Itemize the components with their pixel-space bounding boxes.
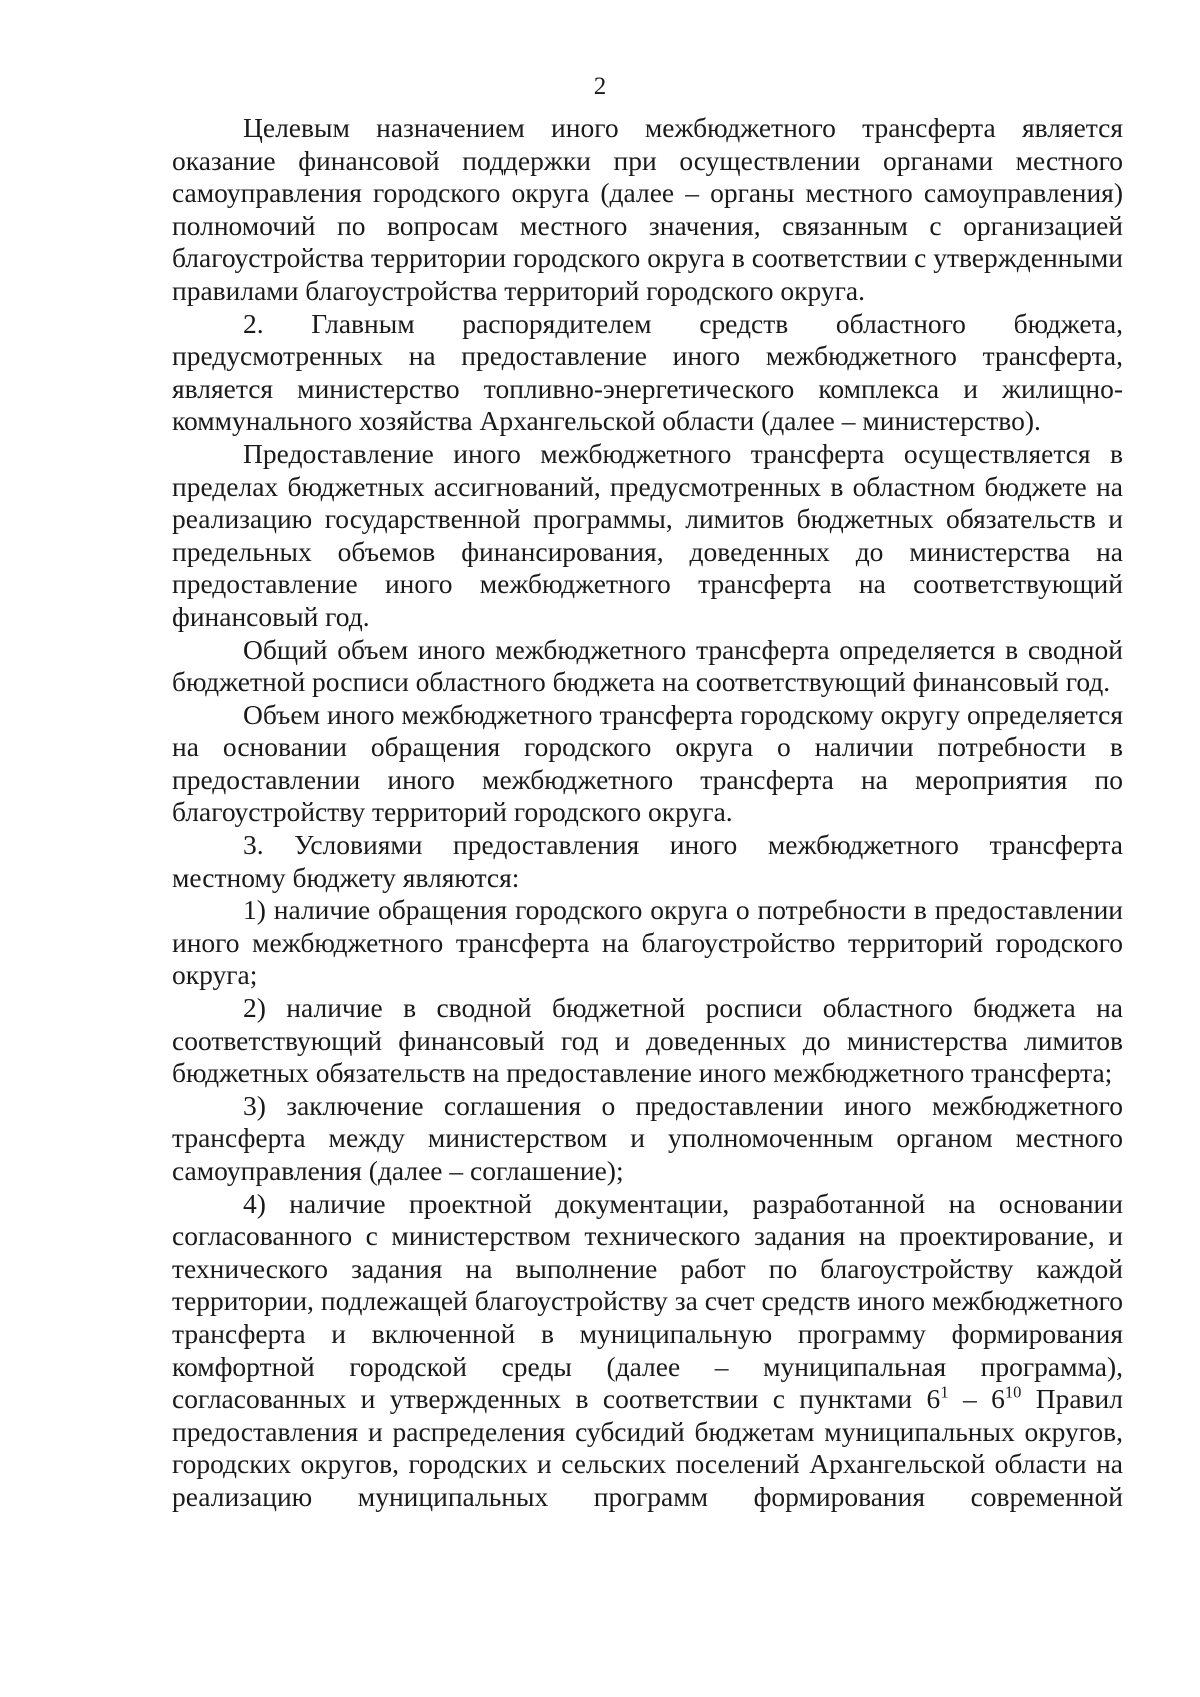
paragraph-purpose: Целевым назначением иного межбюджетного трансферта является оказание финансовой поддержки при осуществлении органами местного самоуправления городского округа (далее – органы местного самоуправления) полномочий по вопросам местного значения, связанным с организацией благоустройства территории городского округа в соответствии с утвержденными правилами благоустройства территорий городского округа. bbox=[172, 112, 1123, 306]
superscript-10: 10 bbox=[1004, 1382, 1022, 1402]
condition-item-4 bbox=[172, 1188, 1123, 1514]
condition-item-4-text-c: Правил предоставления и распределения субсидий бюджетам муниципальных округов, городских округов, городских и сельских поселений Архангельской области на реализацию муниципальных программ формирования современной bbox=[172, 1383, 1123, 1512]
condition-item-4-text-a: 4) наличие проектной документации, разработанной на основании согласованного с министерством технического задания на проектирование, и технического задания на выполнение работ по благоустройству каждой территории, подлежащей благоустройству за счет средств иного межбюджетного трансферта и включенной в муниципальную программу формирования комфортной городской среды (далее – муниципальная программа), согласованных и утвержденных в соответствии с пунктами 6 bbox=[172, 1187, 1123, 1415]
paragraph-3-conditions: 3. Условиями предоставления иного межбюджетного трансферта местному бюджету являются: bbox=[172, 829, 1123, 893]
document-body bbox=[172, 112, 1123, 1514]
condition-item-2: 2) наличие в сводной бюджетной росписи областного бюджета на соответствующий финансовый год и доведенных до министерства лимитов бюджетных обязательств на предоставление иного межбюджетного трансферта; bbox=[172, 992, 1123, 1089]
condition-item-4-text-b: – 6 bbox=[948, 1383, 1005, 1415]
condition-item-1: 1) наличие обращения городского округа о потребности в предоставлении иного межбюджетного трансферта на благоустройство территорий городского округа; bbox=[172, 894, 1123, 991]
condition-item-3: 3) заключение соглашения о предоставлении иного межбюджетного трансферта между министерством и уполномоченным органом местного самоуправления (далее – соглашение); bbox=[172, 1089, 1123, 1186]
superscript-1: 1 bbox=[940, 1382, 949, 1402]
paragraph-volume-per-district: Объем иного межбюджетного трансферта городскому округу определяется на основании обращения городского округа о наличии потребности в предоставлении иного межбюджетного трансферта на мероприятия по благоустройству территорий городского округа. bbox=[172, 698, 1123, 828]
paragraph-total-volume: Общий объем иного межбюджетного трансферта определяется в сводной бюджетной росписи областного бюджета на соответствующий финансовый год. bbox=[172, 633, 1123, 698]
page-number: 2 bbox=[593, 73, 607, 100]
paragraph-provision-limits: Предоставление иного межбюджетного трансферта осуществляется в пределах бюджетных ассигнований, предусмотренных в областном бюджете на реализацию государственной программы, лимитов бюджетных обязательств и предельных объемов финансирования, доведенных до министерства на предоставление иного межбюджетного трансферта на соответствующий финансовый год. bbox=[172, 437, 1123, 632]
paragraph-2-main-manager: 2. Главным распорядителем средств областного бюджета, предусмотренных на предоставление иного межбюджетного трансферта, является министерство топливно-энергетического комплекса и жилищно-коммунального хозяйства Архангельской области (далее – министерство). bbox=[172, 307, 1123, 437]
